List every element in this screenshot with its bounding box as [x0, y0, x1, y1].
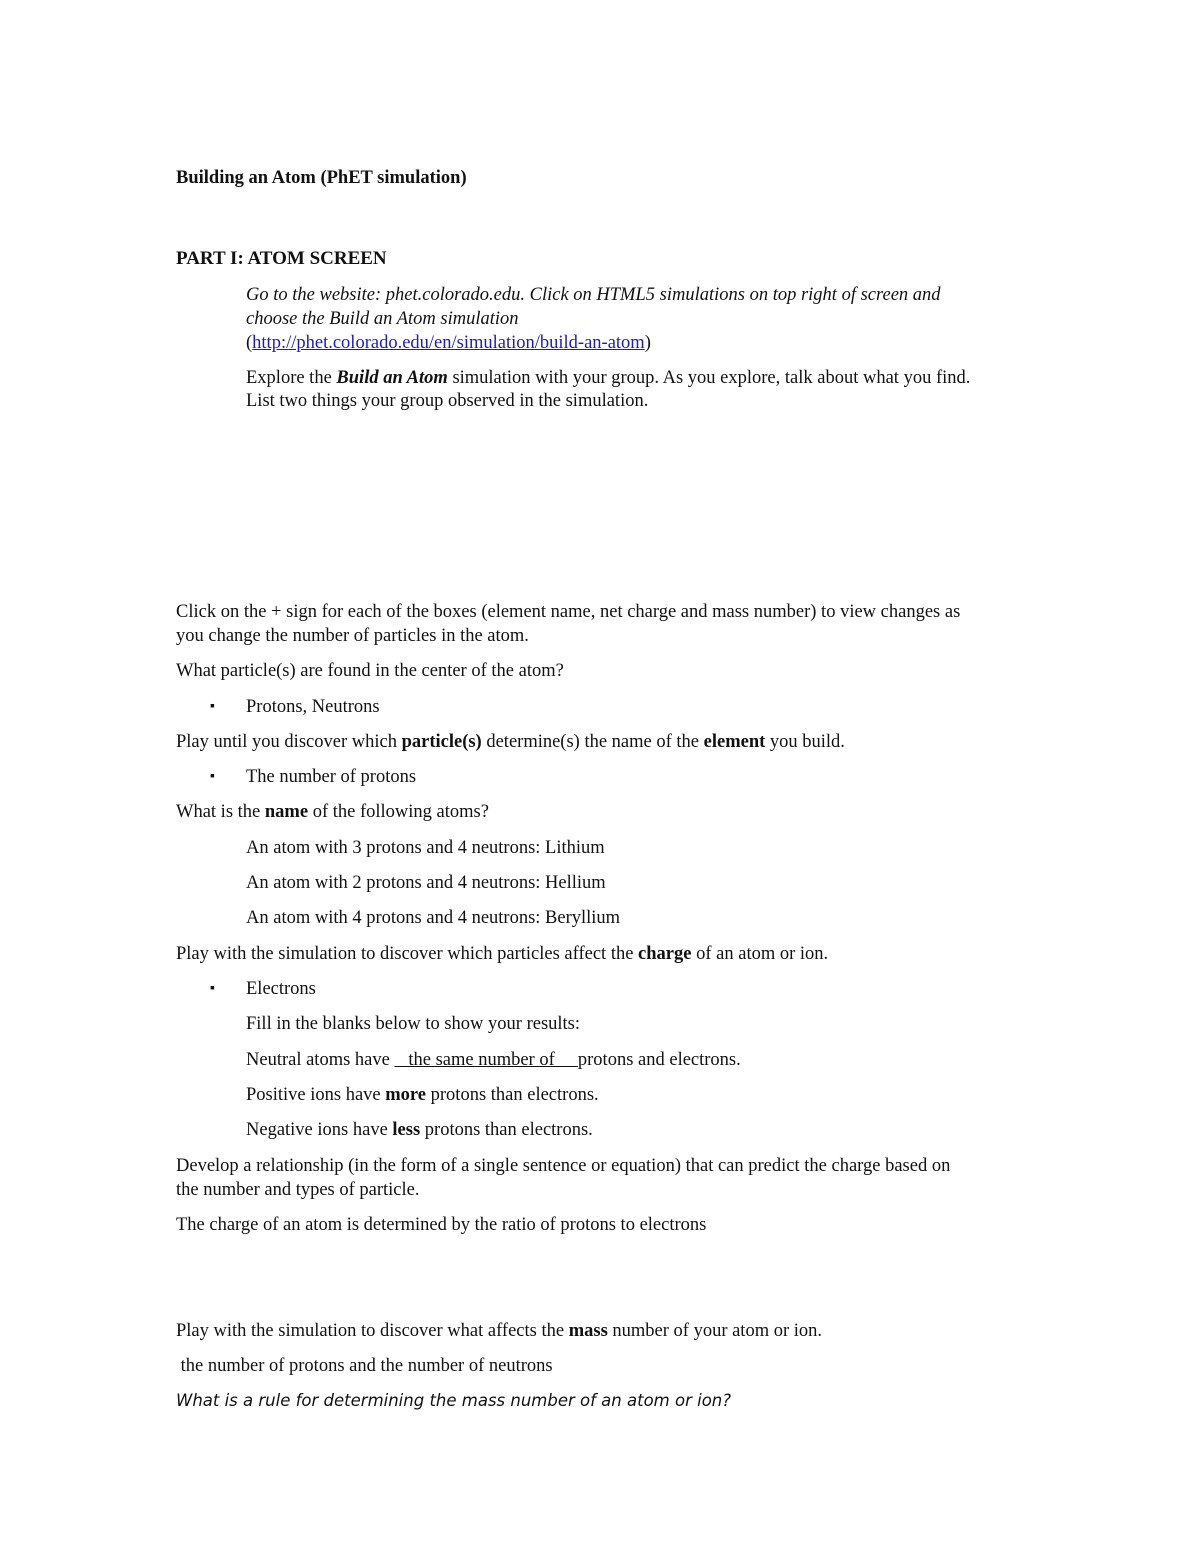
intro-line-1: Go to the website: phet.colorado.edu. Click on HTML5 simulations on top right of screen and	[246, 285, 941, 305]
answer-center: Protons, Neutrons	[246, 697, 380, 717]
atom-answer-1: An atom with 3 protons and 4 neutrons: Lithium	[246, 838, 605, 858]
question-element	[176, 730, 845, 754]
negative-pre: Negative ions have	[246, 1120, 393, 1140]
explore-post: simulation with your group. As you explore, talk about what you find.	[447, 368, 971, 388]
atom-answer-2: An atom with 2 protons and 4 neutrons: Hellium	[246, 873, 606, 893]
explore-line-2: List two things your group observed in the simulation.	[246, 391, 649, 411]
answer-mass: the number of protons and the number of neutrons	[176, 1356, 553, 1376]
q-charge-post: of an atom or ion.	[691, 944, 829, 964]
q-mass-post: number of your atom or ion.	[607, 1321, 823, 1341]
q-name-post: of the following atoms?	[308, 802, 489, 822]
q-charge-bold: charge	[638, 944, 692, 964]
relationship-line-2: the number and types of particle.	[176, 1180, 420, 1200]
answer-charge: Electrons	[246, 979, 316, 999]
fill-blanks-instruction: Fill in the blanks below to show your results:	[246, 1014, 581, 1034]
negative-ions-line	[246, 1118, 593, 1142]
click-plus-line-2: you change the number of particles in the atom.	[176, 626, 529, 646]
negative-post: protons than electrons.	[420, 1120, 593, 1140]
q-mass-pre: Play with the simulation to discover what affects the	[176, 1321, 569, 1341]
positive-pre: Positive ions have	[246, 1085, 386, 1105]
q-charge-pre: Play with the simulation to discover which particles affect the	[176, 944, 639, 964]
click-plus-line-1: Click on the + sign for each of the boxes (element name, net charge and mass number) to view changes as	[176, 602, 961, 622]
explore-line-1	[246, 366, 970, 390]
positive-ions-line	[246, 1083, 599, 1107]
intro-line-2: choose the Build an Atom simulation	[246, 309, 519, 329]
bullet-icon: ▪	[210, 981, 215, 996]
neutral-blank-answer[interactable]: the same number of	[394, 1050, 578, 1070]
question-charge	[176, 942, 828, 966]
q-element-mid: determine(s) the name of the	[481, 732, 704, 752]
question-mass	[176, 1319, 822, 1343]
intro-link-line	[246, 331, 651, 355]
neutral-atoms-line	[246, 1048, 741, 1072]
relationship-line-1: Develop a relationship (in the form of a single sentence or equation) that can predict the charge based on	[176, 1156, 951, 1176]
q-element-post: you build.	[765, 732, 845, 752]
answer-element: The number of protons	[246, 767, 417, 787]
paren-close: )	[644, 333, 651, 353]
question-name	[176, 800, 489, 824]
q-element-pre: Play until you discover which	[176, 732, 402, 752]
explore-pre: Explore the	[246, 368, 337, 388]
part1-heading: PART I: ATOM SCREEN	[176, 248, 387, 269]
q-mass-bold: mass	[568, 1321, 608, 1341]
explore-sim-name: Build an Atom	[336, 368, 448, 388]
bullet-icon: ▪	[210, 699, 215, 714]
negative-bold: less	[392, 1120, 421, 1140]
question-center: What particle(s) are found in the center of the atom?	[176, 661, 564, 681]
q-name-pre: What is the	[176, 802, 265, 822]
positive-post: protons than electrons.	[426, 1085, 599, 1105]
document-title: Building an Atom (PhET simulation)	[176, 168, 467, 188]
q-element-bold-element: element	[703, 732, 766, 752]
neutral-pre: Neutral atoms have	[246, 1050, 395, 1070]
answer-relationship: The charge of an atom is determined by the ratio of protons to electrons	[176, 1215, 707, 1235]
atom-answer-3: An atom with 4 protons and 4 neutrons: Beryllium	[246, 908, 621, 928]
q-name-bold: name	[264, 802, 309, 822]
q-element-bold-particles: particle(s)	[401, 732, 482, 752]
paren-open: (	[246, 333, 253, 353]
neutral-post: protons and electrons.	[577, 1050, 741, 1070]
positive-bold: more	[385, 1085, 427, 1105]
simulation-link[interactable]: http://phet.colorado.edu/en/simulation/build-an-atom	[252, 333, 645, 353]
bullet-icon: ▪	[210, 769, 215, 784]
question-mass-rule: What is a rule for determining the mass number of an atom or ion?	[176, 1391, 731, 1410]
